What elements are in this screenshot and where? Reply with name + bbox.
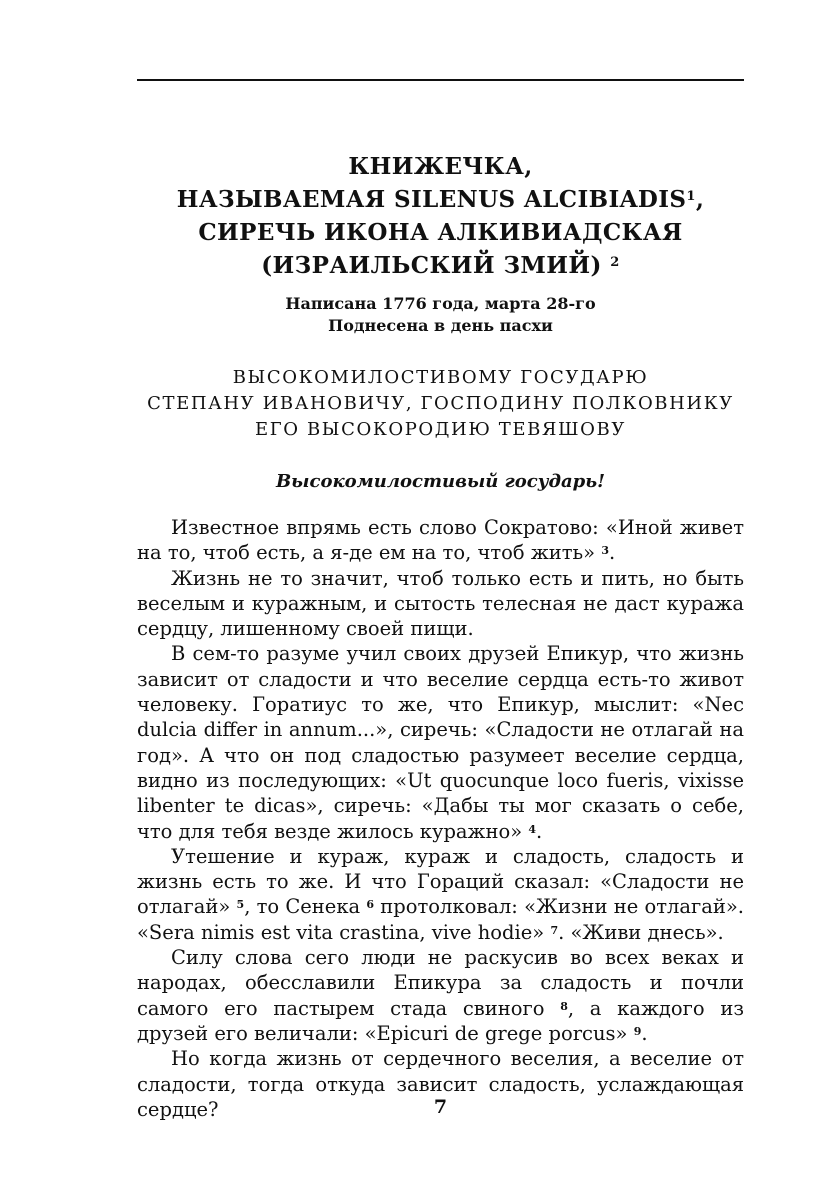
top-rule	[137, 79, 744, 81]
title-line-4: (ИЗРАИЛЬСКИЙ ЗМИЙ) $^2$	[261, 252, 620, 279]
chapter-title	[137, 150, 744, 282]
footnote-ref: 7	[550, 923, 559, 937]
body-text	[137, 515, 744, 1122]
footnote-ref: 8	[560, 999, 568, 1013]
dating-line-1: Написана 1776 года, марта 28-го	[285, 294, 596, 313]
salutation: Высокомилостивый государь!	[275, 471, 606, 492]
dating-note	[137, 293, 744, 337]
footnote-ref: 9	[633, 1024, 642, 1038]
footnote-ref: 4	[528, 822, 537, 836]
paragraph: Известное впрямь есть слово Сократово: «Иной живет на то, чтоб есть, а я-де ем на то, чтоб жить» $^3$.	[137, 516, 744, 565]
paragraph: Жизнь не то значит, чтоб только есть и пить, но быть веселым и куражным, и сытость телесная не даст куража сердцу, лишенному своей пищи.	[137, 566, 744, 641]
dedication-line-3: ЕГО ВЫСОКОРОДИЮ ТЕВЯШОВУ	[255, 419, 626, 440]
footnote-ref: 2	[610, 255, 620, 270]
footnote-ref: 1	[686, 189, 696, 204]
page-number: 7	[433, 1096, 448, 1118]
title-line-3: СИРЕЧЬ ИКОНА АЛКИВИАДСКАЯ	[198, 219, 683, 246]
footnote-ref: 6	[366, 898, 375, 912]
paragraph: Силу слова сего люди не раскусив во всех веках и народах, обесславили Епикура за сладость и почли самого его пастырем стада свиного $^8$, а каждого из друзей его величали: «Epicuri de grege porcus» $^9$.	[137, 946, 744, 1045]
footnote-ref: 3	[601, 544, 609, 558]
title-line-2: НАЗЫВАЕМАЯ SILENUS ALCIBIADIS$^1$,	[176, 186, 705, 213]
paragraph: Утешение и кураж, кураж и сладость, сладость и жизнь есть то же. И что Гораций сказал: «Сладости не отлагай» $^5$, то Сенека $^6$ протолковал: «Жизни не отлагай». «Sera nimis est vita crastina, vive hodie» $^7$. «Живи днесь».	[137, 844, 745, 944]
dedication-line-2: СТЕПАНУ ИВАНОВИЧУ, ГОСПОДИНУ ПОЛКОВНИКУ	[147, 393, 734, 414]
title-line-1: КНИЖЕЧКА,	[348, 153, 533, 180]
dating-line-2: Поднесена в день пасхи	[328, 316, 553, 335]
dedication-line-1: ВЫСОКОМИЛОСТИВОМУ ГОСУДАРЮ	[232, 367, 649, 388]
paragraph: Но когда жизнь от сердечного веселия, а веселие от сладости, тогда откуда зависит сладость, услаждающая сердце?	[137, 1047, 744, 1121]
dedication	[137, 365, 744, 443]
paragraph: В сем-то разуме учил своих друзей Епикур, что жизнь зависит от сладости и что веселие сердца есть-то живот человеку. Горатиус то же, что Епикур, мыслит: «Nec dulcia differ in annum...», сиречь: «Сладости не отлагай на год». А что он под сладостью разумеет веселие сердца, видно из последующих: «Ut quocunque loco fueris, vixisse libenter te dicas», сиречь: «Дабы ты мог сказать о себе, что для тебя везде жилось куражно» $^4$.	[137, 642, 744, 843]
footnote-ref: 5	[236, 898, 245, 912]
